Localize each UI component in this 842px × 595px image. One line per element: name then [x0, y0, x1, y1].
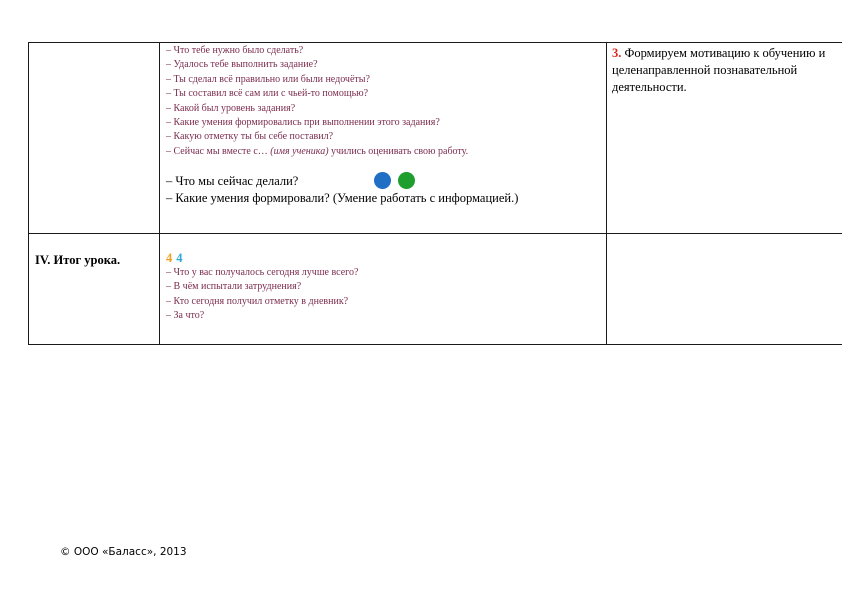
- question-item: – Ты сделал всё правильно или были недочёты?: [166, 73, 370, 85]
- goal-number: 3.: [612, 46, 622, 60]
- row-divider: [28, 233, 842, 234]
- column-divider-2: [606, 42, 607, 345]
- blue-circle-icon: [374, 172, 391, 189]
- green-circle-icon: [398, 172, 415, 189]
- column-divider-1: [159, 42, 160, 345]
- question-item: – Какой был уровень задания?: [166, 102, 296, 114]
- question-item: – Какие умения формировались при выполнении этого задания?: [166, 117, 440, 129]
- summary-question-2: – Какие умения формировали? (Умение работать с информацией.): [166, 191, 519, 206]
- row2-questions-cell: [166, 249, 602, 324]
- stage-label: IV. Итог урока.: [35, 253, 121, 267]
- lesson-table: [28, 42, 842, 345]
- level-number-orange: 4: [166, 251, 173, 265]
- row1-goal-cell: [612, 45, 840, 96]
- question-item: – За что?: [166, 310, 205, 322]
- student-name-placeholder: (имя ученика): [270, 145, 329, 157]
- table-bottom-border: [28, 344, 842, 345]
- question-item-last: [166, 145, 602, 159]
- question-text: учились оценивать свою работу.: [328, 145, 469, 157]
- question-item: – Какую отметку ты бы себе поставил?: [166, 131, 334, 143]
- question-item: – Удалось тебе выполнить задание?: [166, 59, 318, 71]
- summary-question-1: – Что мы сейчас делали?: [166, 174, 299, 189]
- question-text: – Сейчас мы вместе с…: [166, 145, 271, 157]
- table-top-border: [28, 42, 842, 43]
- copyright-footer: © ООО «Баласс», 2013: [60, 546, 187, 558]
- level-number-blue: 4: [176, 251, 183, 265]
- question-item: – Кто сегодня получил отметку в дневник?: [166, 295, 349, 307]
- goal-text: Формируем мотивацию к обучению и целенаправленной познавательной деятельности.: [612, 46, 826, 94]
- question-item: – Ты составил всё сам или с чьей-то помощью?: [166, 88, 369, 100]
- table-left-border: [28, 42, 29, 345]
- question-item: – Что у вас получалось сегодня лучше всего?: [166, 267, 359, 278]
- question-item: – В чём испытали затруднения?: [166, 281, 302, 293]
- question-item: – Что тебе нужно было сделать?: [166, 45, 304, 56]
